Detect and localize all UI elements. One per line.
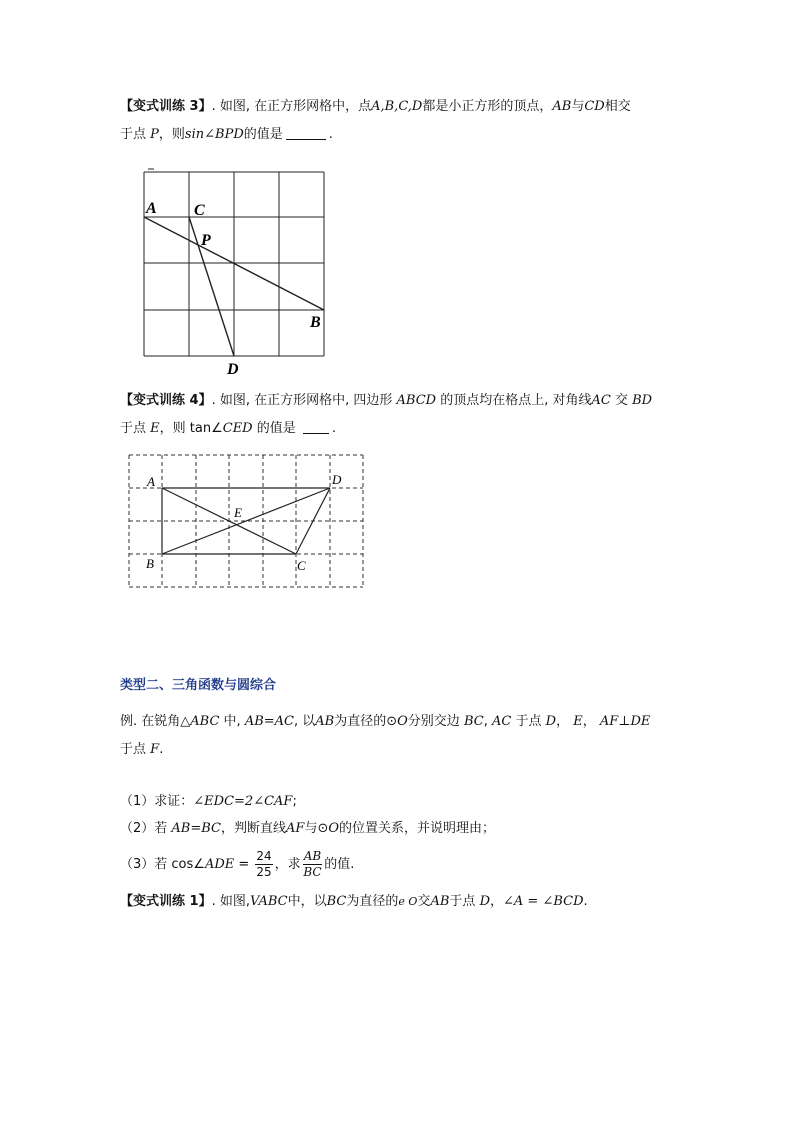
ex4-end: . — [331, 421, 337, 436]
q3-t1: ，求 — [274, 857, 301, 872]
grid-figure-2 — [126, 452, 368, 592]
ex3-points: A,B,C,D — [371, 99, 423, 114]
ex3-yu: 与 — [571, 99, 585, 114]
ex3-cd: CD — [584, 99, 605, 114]
label-c: C — [194, 202, 205, 219]
q2-label: （2）若 — [120, 821, 168, 836]
answer-blank — [303, 421, 329, 434]
ex3-line1 — [120, 98, 631, 116]
ex1-d: D — [479, 894, 490, 909]
ex3-text: . 如图, 在正方形网格中，点 — [211, 99, 372, 114]
label-e: E — [234, 505, 242, 520]
example-text-b: 中, — [223, 714, 241, 729]
example-ac: AC — [491, 714, 512, 729]
ex1-end: . — [583, 894, 588, 909]
ex1-t1: 中，以 — [287, 894, 327, 909]
q1-expr: ∠EDC=2∠CAF — [193, 794, 293, 809]
ex3-l2b: ，则 — [158, 127, 185, 142]
ex3-ab: AB — [552, 99, 572, 114]
ex4-ced: CED — [222, 421, 253, 436]
ex3-l2c: 的值是 — [243, 127, 283, 142]
fraction-denominator: 25 — [256, 865, 272, 879]
ex4-l2a: 于点 — [120, 421, 147, 436]
label-b: B — [310, 314, 321, 331]
q2-t2: 与⊙ — [304, 821, 329, 836]
q1-label: （1）求证： — [120, 794, 194, 809]
example-ab: AB — [315, 714, 335, 729]
segment-cd — [189, 217, 234, 356]
section-heading: 类型二、三角函数与圆综合 — [120, 678, 277, 693]
ex3-line2 — [120, 126, 333, 144]
ex1-text: . 如图, — [211, 894, 250, 909]
ex4-l2c: 的值是 — [256, 421, 296, 436]
ex4-bd: BD — [632, 393, 653, 408]
ex3-expr: sin∠BPD — [184, 127, 244, 142]
fraction-ab-bc — [303, 849, 322, 880]
label-a: A — [146, 200, 157, 217]
ex1-t5: ， — [490, 894, 504, 909]
label-p: P — [201, 232, 211, 249]
example-comma: , — [483, 714, 488, 729]
ex4-text-b: 的顶点均在格点上, 对角线 — [440, 393, 592, 408]
example-abc: ABC — [190, 714, 220, 729]
q3-eq: = — [234, 857, 254, 872]
label-b: B — [146, 556, 154, 571]
q2-t1: ，判断直线 — [221, 821, 287, 836]
q2-expr: AB=BC — [171, 821, 221, 836]
q2-o: O — [328, 821, 340, 836]
ex1-t4: 于点 — [449, 894, 476, 909]
ex4-line2 — [120, 420, 336, 438]
example-o: O — [397, 714, 408, 729]
ex3-tag: 【变式训练 3】 — [120, 99, 212, 114]
example-text-d: 为直径的⊙ — [334, 714, 398, 729]
fraction-numerator: 24 — [256, 849, 272, 863]
example-text-e: 分别交边 — [407, 714, 460, 729]
example-ab-eq: AB=AC — [244, 714, 294, 729]
ex3-xj: 相交 — [604, 99, 631, 114]
example-bc: BC — [463, 714, 484, 729]
grid-figure-1 — [136, 160, 336, 385]
example-l2b: . — [159, 742, 164, 757]
ex3-end: . — [328, 127, 333, 142]
label-d: D — [332, 472, 342, 487]
example-text-f: 于点 — [515, 714, 542, 729]
q2-af: AF — [286, 821, 305, 836]
label-a: A — [147, 474, 155, 489]
example-text-c: , 以 — [294, 714, 316, 729]
label-d: D — [227, 361, 239, 378]
ex4-abcd: ABCD — [396, 393, 437, 408]
question-3 — [120, 846, 354, 884]
ex4-tag: 【变式训练 4】 — [120, 393, 212, 408]
ex3-l2a: 于点 — [120, 127, 147, 142]
example-d: D — [545, 714, 557, 729]
ex4-e: E — [150, 421, 160, 436]
ex1-bc: BC — [326, 894, 347, 909]
ex3-p: P — [150, 127, 159, 142]
ex1-line1 — [120, 893, 588, 911]
ex3-text-b: 都是小正方形的顶点， — [422, 99, 553, 114]
ex1-abc: VABC — [249, 894, 288, 909]
ex1-circle-o: e O — [398, 895, 418, 908]
q3-t2: 的值. — [324, 857, 355, 872]
answer-blank — [286, 127, 326, 140]
example-l2a: 于点 — [120, 742, 147, 757]
q1-end: ; — [292, 794, 297, 809]
q3-label: （3）若 cos∠ — [120, 857, 205, 872]
ex1-t2: 为直径的 — [346, 894, 399, 909]
ex4-text: . 如图, 在正方形网格中, 四边形 — [211, 393, 393, 408]
ex1-angle: ∠A = ∠BCD — [503, 894, 584, 909]
example-f: F — [150, 742, 160, 757]
ex4-ac: AC — [591, 393, 611, 408]
ratio-denominator: BC — [303, 865, 322, 879]
example-af: AF⊥DE — [599, 714, 651, 729]
q2-t3: 的位置关系，并说明理由； — [339, 821, 496, 836]
example-line2 — [120, 741, 163, 759]
ex1-ab: AB — [430, 894, 450, 909]
question-1 — [120, 793, 297, 811]
ex4-line1 — [120, 392, 652, 410]
ex4-l2b: ，则 tan∠ — [159, 421, 223, 436]
fraction-24-25 — [255, 849, 272, 880]
example-line1: 例. 在锐角△ABC 中, AB=AC, 以AB为直径的⊙O分别交边 BC, AC 于点 D， E， AF⊥DE — [120, 714, 651, 729]
example-e: E — [573, 714, 583, 729]
ex4-jiao: 交 — [614, 393, 628, 408]
q3-ade: ADE — [204, 857, 235, 872]
example-text: 例. 在锐角△ — [120, 714, 191, 729]
ex1-t3: 交 — [417, 894, 431, 909]
question-2 — [120, 820, 495, 838]
label-c: C — [297, 558, 306, 573]
ex1-tag: 【变式训练 1】 — [120, 894, 212, 909]
ratio-numerator: AB — [303, 849, 322, 863]
